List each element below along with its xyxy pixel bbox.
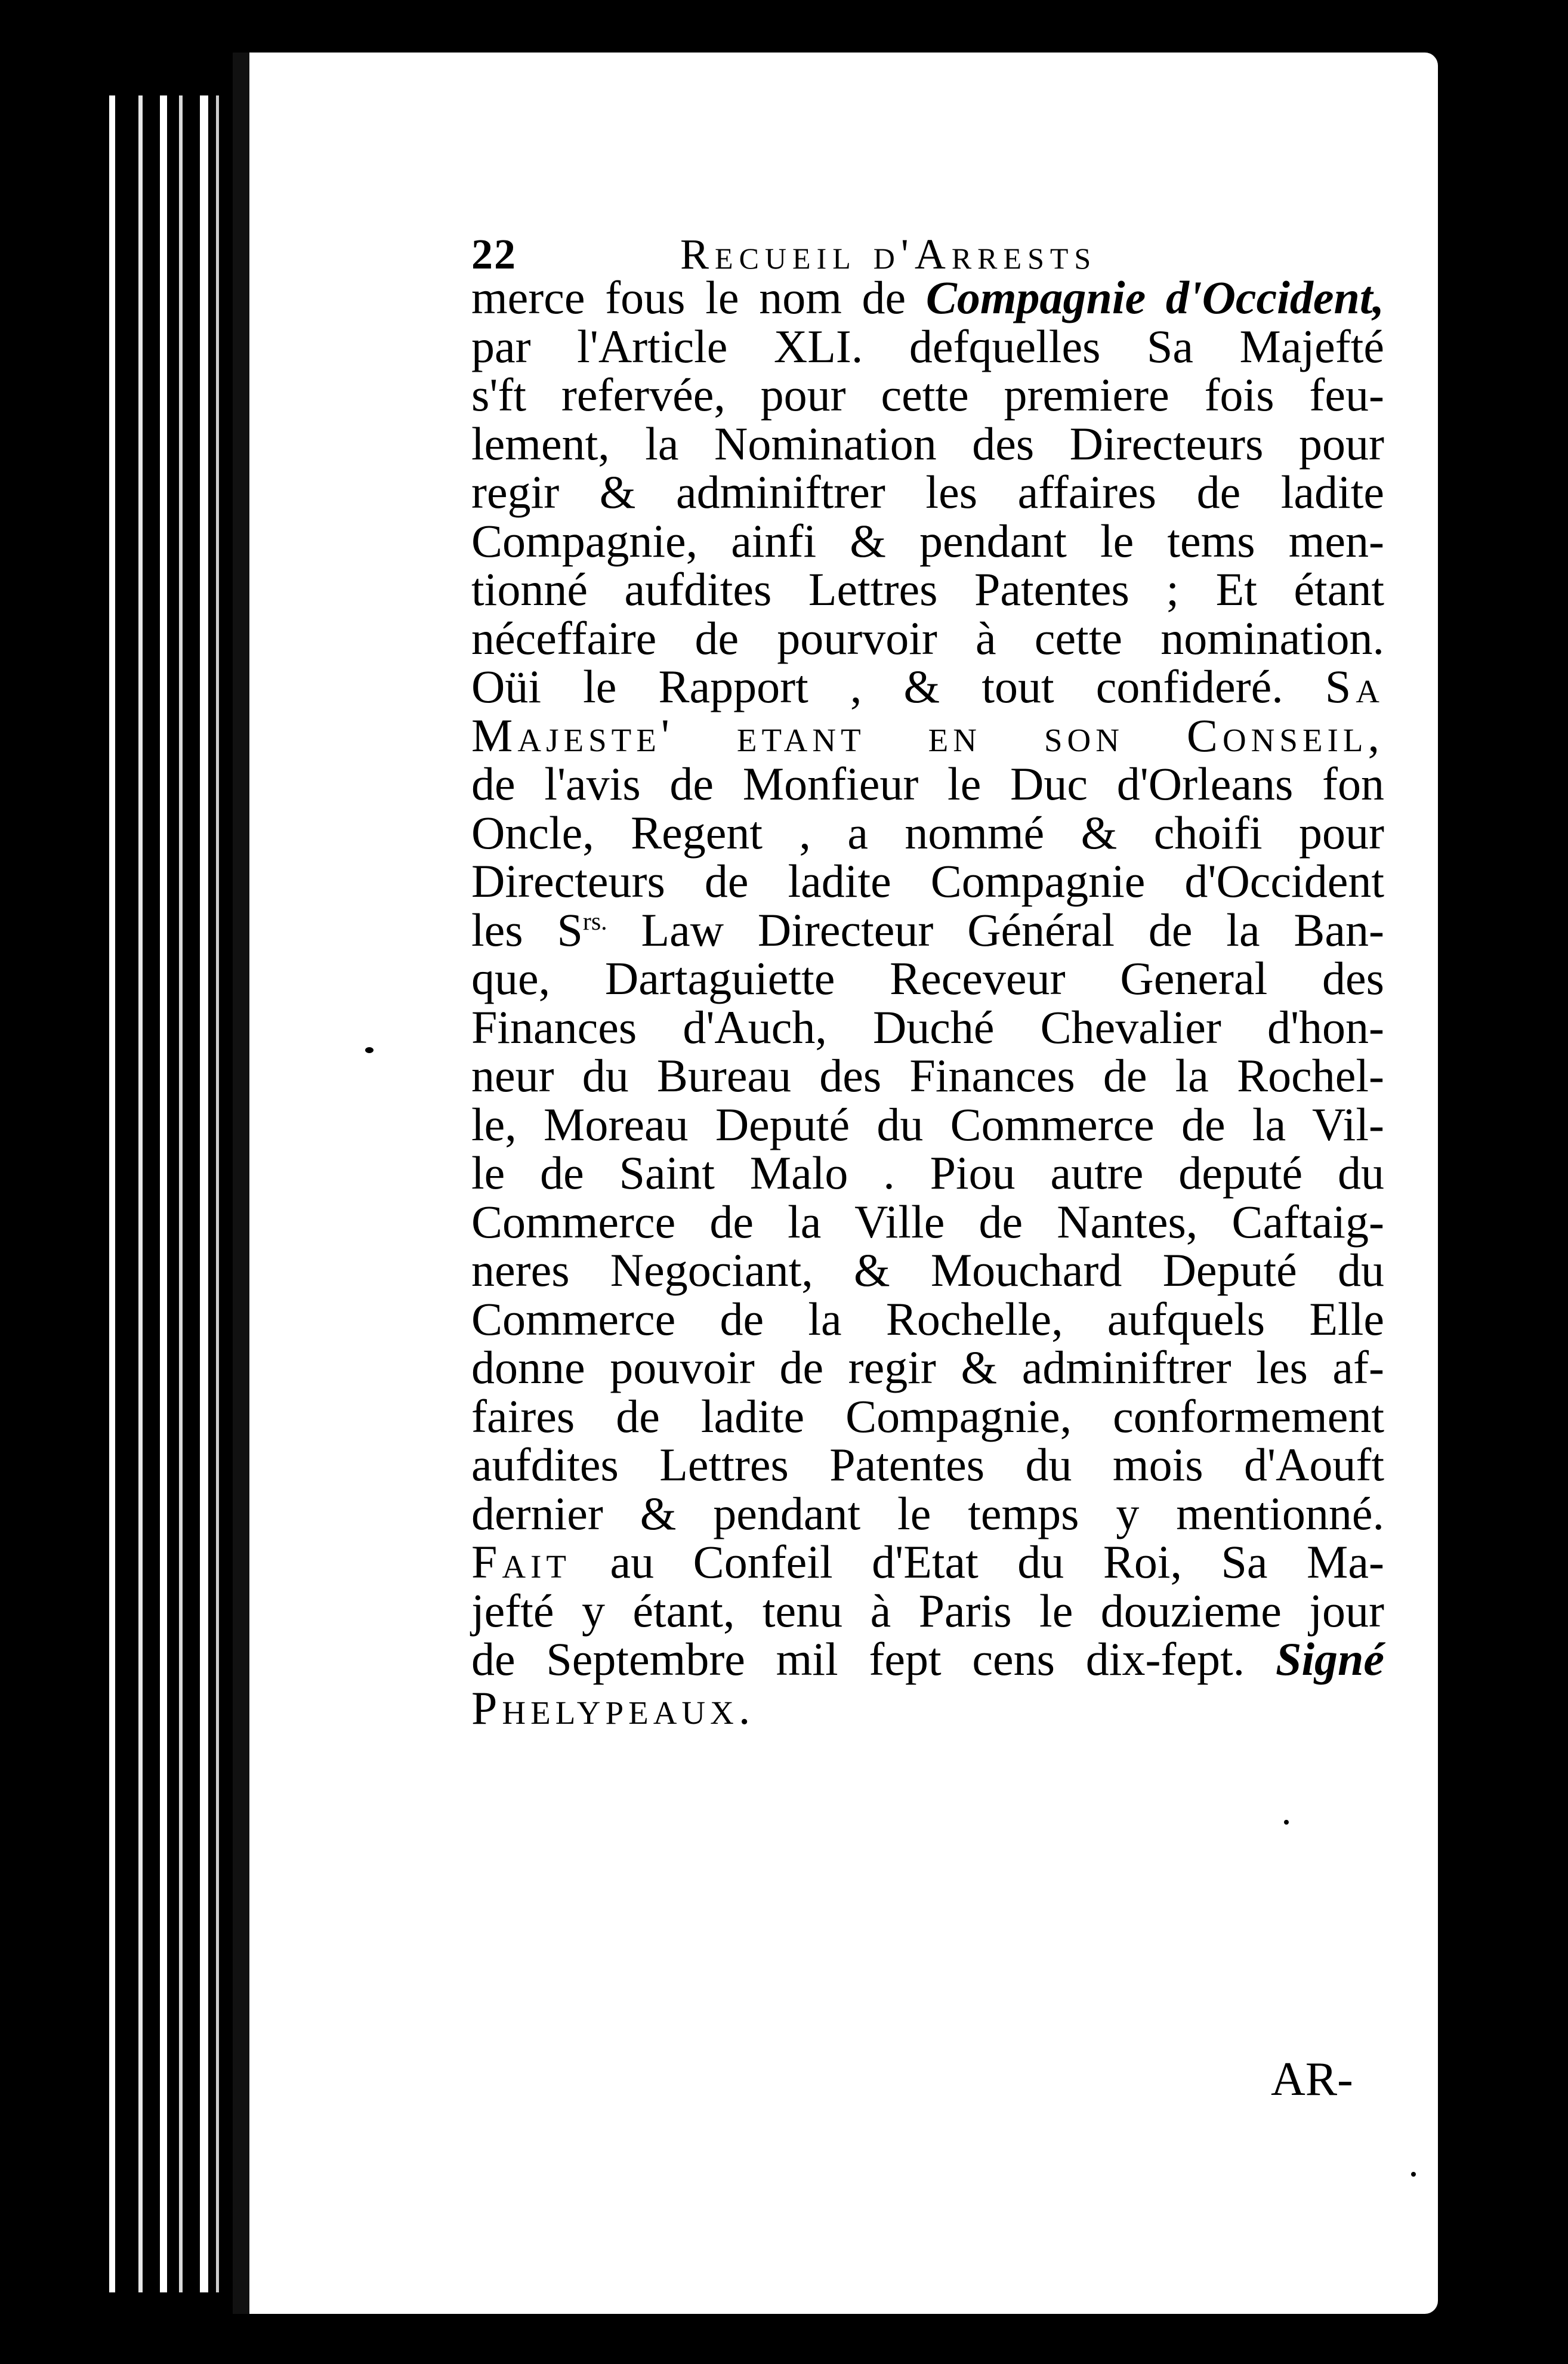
text-line [471,514,1384,567]
body-text [471,273,1384,1732]
text-run: Law Directeur Général de la Ban- [607,903,1384,956]
text-run: regir & adminiftrer les affaires de ladite [471,466,1384,518]
text-run: Majeste' etant en son Conseil, [471,709,1384,761]
page-gutter-edge [233,53,249,2314]
text-run: par l'Article XLI. defquelles Sa Majefté [471,320,1384,372]
text-line [471,273,1384,322]
text-run: Commerce de la Ville de Nantes, Caftaig- [471,1195,1384,1248]
text-run: Compagnie, ainfi & pendant le tems men- [471,514,1384,567]
text-run: rs. [582,908,607,936]
ink-speck [365,1047,374,1053]
text-run: Fait [471,1536,572,1588]
text-run: Directeurs de ladite Compagnie d'Occident [471,855,1384,907]
text-line [471,1392,1384,1441]
text-run: Commerce de la Rochelle, aufquels Elle [471,1292,1384,1345]
text-run: tionné aufdites Lettres Patentes ; Et étant [471,563,1384,615]
text-run: néceffaire de pourvoir à cette nomination. [471,612,1384,664]
text-line [471,1246,1384,1295]
text-run: lement, la Nomination des Directeurs pour [471,417,1384,470]
text-run: Compagnie d'Occident, [925,271,1384,323]
text-line [471,1051,1384,1100]
text-run: de l'avis de Monfieur le Duc d'Orleans fon [471,758,1384,810]
text-run: Sa [1325,661,1384,712]
text-line [471,1343,1384,1392]
text-run: le, Moreau Deputé du Commerce de la Vil- [471,1098,1384,1150]
text-line [471,468,1384,517]
text-line [471,1635,1384,1684]
text-line [471,1292,1384,1345]
page-number: 22 [471,230,517,278]
page-edge-strip [200,95,208,2292]
text-run: merce fous le nom de [471,271,926,323]
page-edge-strip [216,95,219,2292]
running-head-title: Recueil d'Arrests [680,230,1097,278]
text-line [471,857,1384,906]
text-line [471,662,1384,711]
text-line [471,1195,1384,1248]
text-line [471,760,1384,808]
text-line [471,371,1384,419]
ink-speck [1411,2172,1416,2177]
text-run: Oüi le Rapport , & tout confideré. [471,661,1325,712]
text-line [471,1100,1384,1149]
text-run: faires de ladite Compagnie, conformement [471,1390,1384,1442]
page-edge-strip [138,95,143,2292]
text-line [471,322,1384,371]
text-run: s'ft refervée, pour cette premiere fois feu- [471,369,1384,421]
text-line [471,711,1384,760]
text-line [471,808,1384,857]
text-line [471,419,1384,468]
page-edge-strip [179,95,183,2292]
ink-speck [1284,1820,1289,1825]
text-run: au Confeil d'Etat du Roi, Sa Ma- [571,1536,1384,1588]
text-line [471,1681,1384,1734]
text-line [471,1584,1384,1637]
text-line [471,614,1384,663]
text-line [471,1489,1384,1538]
text-run: neres Negociant, & Mouchard Deputé du [471,1244,1384,1296]
text-run: de Septembre mil fept cens dix-fept. [471,1633,1276,1685]
text-run: neur du Bureau des Finances de la Rochel- [471,1050,1384,1101]
text-run: jefté y étant, tenu à Paris le douzieme jour [471,1584,1384,1637]
text-line [471,1538,1384,1587]
text-run: dernier & pendant le temps y mentionné. [471,1487,1384,1539]
left-book-edge [0,0,257,2364]
text-run: les S [471,903,583,956]
text-line [471,954,1384,1003]
text-run: donne pouvoir de regir & adminiftrer les af- [471,1341,1384,1393]
right-page-border [1479,95,1504,2292]
text-run: Finances d'Auch, Duché Chevalier d'hon- [471,1001,1384,1053]
catchword: AR- [1271,2053,1353,2106]
text-run: que, Dartaguiette Receveur General des [471,952,1384,1004]
text-run: le de Saint Malo . Piou autre deputé du [471,1147,1384,1199]
text-line [471,1003,1384,1052]
text-run: Phelypeaux. [471,1681,755,1734]
text-line [471,1149,1384,1198]
page-edge-strip [160,95,167,2292]
text-line [471,1440,1384,1489]
text-run: Oncle, Regent , a nommé & choifi pour [471,806,1384,859]
page-edge-strip [109,95,115,2292]
text-line [471,565,1384,614]
text-run: aufdites Lettres Patentes du mois d'Aouft [471,1439,1384,1490]
text-line [471,903,1384,956]
text-run: Signé [1275,1633,1384,1685]
